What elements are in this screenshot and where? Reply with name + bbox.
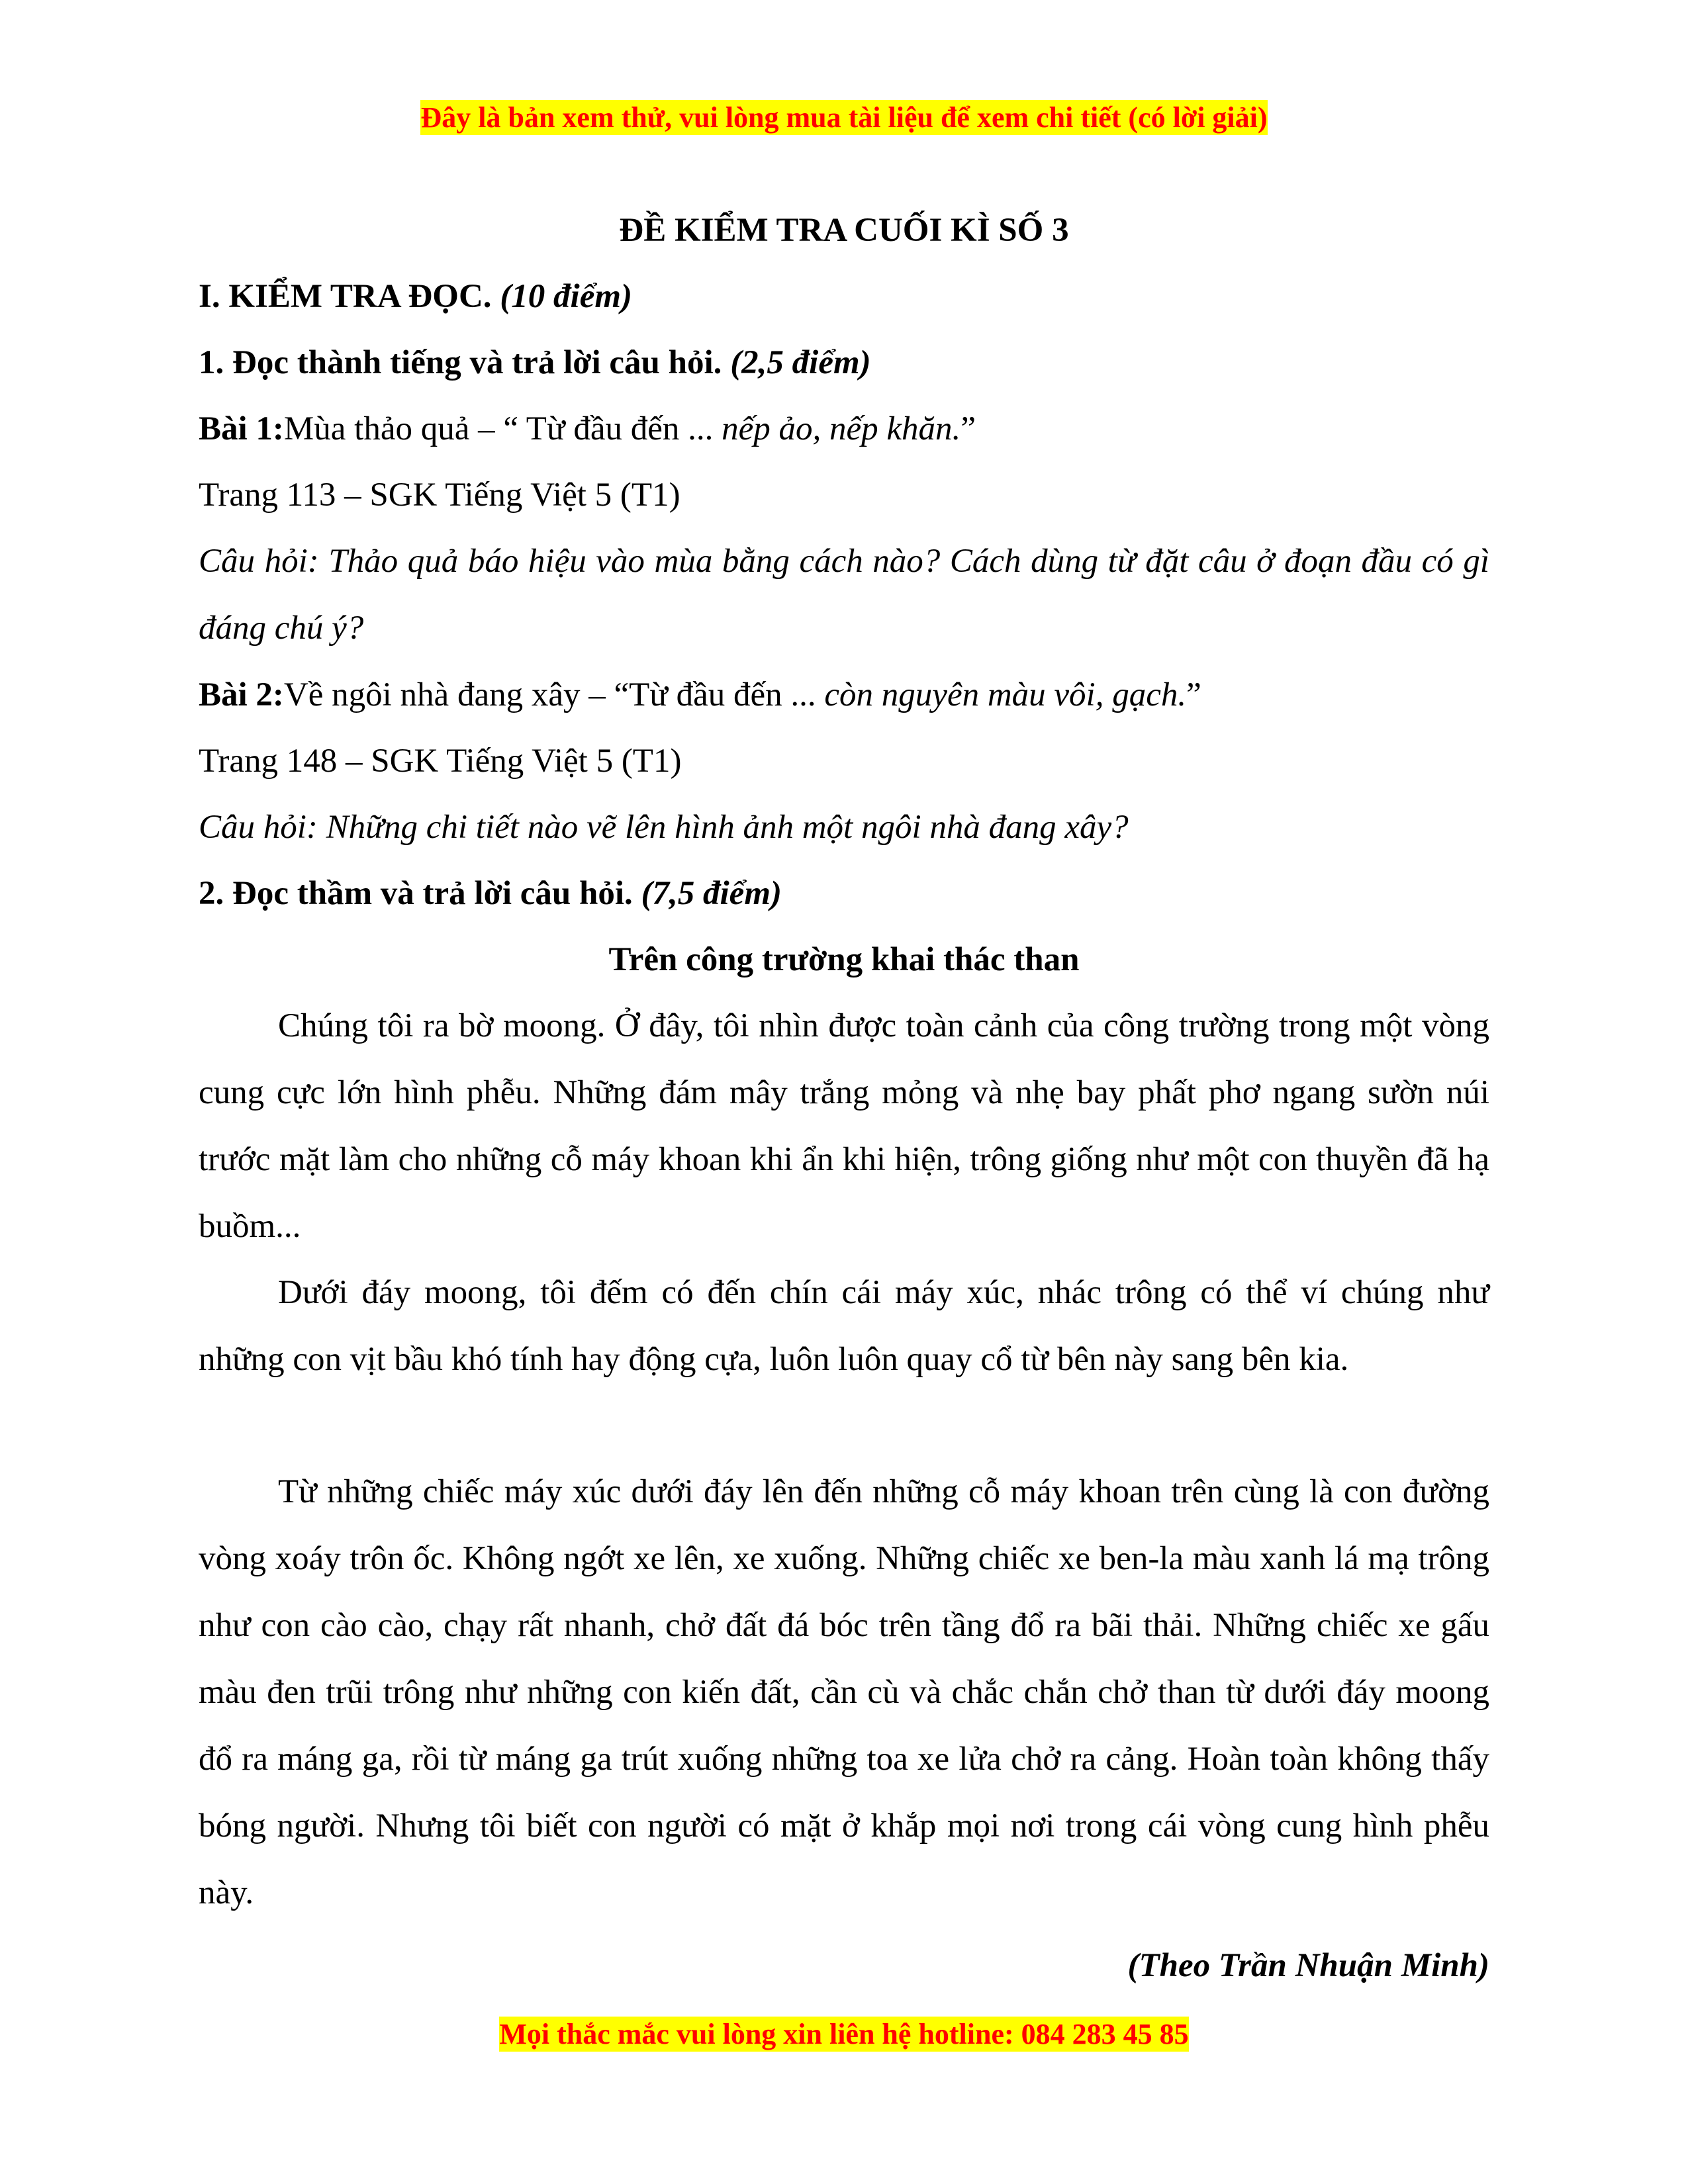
- hotline-banner-text: Mọi thắc mắc vui lòng xin liên hệ hotline: 084 283 45 85: [499, 2018, 1189, 2050]
- preview-banner-text: Đây là bản xem thử, vui lòng mua tài liệu để xem chi tiết (có lời giải): [420, 101, 1268, 134]
- part2-heading: [199, 874, 1489, 913]
- part1-label: 1. Đọc thành tiếng và trả lời câu hỏi.: [199, 344, 722, 381]
- bai2-source: Trang 148 – SGK Tiếng Việt 5 (T1): [199, 743, 682, 780]
- bai2-label: Bài 2:: [199, 676, 284, 713]
- bai1-question: Câu hỏi: Thảo quả báo hiệu vào mùa bằng cách nào? Cách dùng từ đặt câu ở đoạn đầu có gì đáng chú ý?: [199, 543, 1489, 647]
- bai1-source: Trang 113 – SGK Tiếng Việt 5 (T1): [199, 477, 680, 514]
- part1-heading: [199, 343, 1489, 383]
- bai1-text: Mùa thảo quả – “ Từ đầu đến ...: [283, 410, 722, 447]
- bai2-question: Câu hỏi: Những chi tiết nào vẽ lên hình ảnh một ngôi nhà đang xây?: [199, 809, 1129, 846]
- preview-banner: [0, 101, 1688, 134]
- page-title: ĐỀ KIỂM TRA CUỐI KÌ SỐ 3: [619, 212, 1069, 249]
- story-paragraph-1: Chúng tôi ra bờ moong. Ở đây, tôi nhìn được toàn cảnh của công trường trong một vòng cung cực lớn hình phễu. Những đám mây trắng mỏng và nhẹ bay phất phơ ngang sườn núi trước mặt làm cho những cỗ máy khoan khi ẩn khi hiện, trông giống như một con thuyền đã hạ buồm...: [199, 1007, 1489, 1245]
- bai1-label: Bài 1:: [199, 410, 284, 447]
- hotline-banner: [0, 2017, 1688, 2051]
- bai2-close: ”: [1186, 676, 1201, 713]
- attribution: (Theo Trần Nhuận Minh): [1127, 1947, 1489, 1984]
- bai1-line: [199, 409, 1489, 449]
- bai2-text: Về ngôi nhà đang xây – “Từ đầu đến ...: [283, 676, 825, 713]
- story-title: Trên công trường khai thác than: [608, 941, 1080, 978]
- section-label: I. KIỂM TRA ĐỌC.: [199, 278, 492, 315]
- part2-points: (7,5 điểm): [641, 875, 782, 912]
- part1-points: (2,5 điểm): [730, 344, 871, 381]
- section-heading: [199, 277, 1489, 316]
- bai2-italic: còn nguyên màu vôi, gạch.: [824, 676, 1187, 713]
- section-points: (10 điểm): [500, 278, 632, 315]
- part2-label: 2. Đọc thầm và trả lời câu hỏi.: [199, 875, 633, 912]
- bai1-close: ”: [961, 410, 976, 447]
- story-paragraph-2: Dưới đáy moong, tôi đếm có đến chín cái máy xúc, nhác trông có thể ví chúng như những con vịt bầu khó tính hay động cựa, luôn luôn quay cổ từ bên này sang bên kia.: [199, 1274, 1489, 1378]
- bai1-italic: nếp ảo, nếp khăn.: [722, 410, 961, 447]
- story-paragraph-3: Từ những chiếc máy xúc dưới đáy lên đến những cỗ máy khoan trên cùng là con đường vòng xoáy trôn ốc. Không ngớt xe lên, xe xuống. Những chiếc xe ben-la màu xanh lá mạ trông như con cào cào, chạy rất nhanh, chở đất đá bóc trên tầng đổ ra bãi thải. Những chiếc xe gấu màu đen trũi trông như những con kiến đất, cần cù và chắc chắn chở than từ dưới đáy moong đổ ra máng ga, rồi từ máng ga trút xuống những toa xe lửa chở ra cảng. Hoàn toàn không thấy bóng người. Nhưng tôi biết con người có mặt ở khắp mọi nơi trong cái vòng cung hình phễu này.: [199, 1473, 1489, 1911]
- bai2-line: [199, 675, 1489, 715]
